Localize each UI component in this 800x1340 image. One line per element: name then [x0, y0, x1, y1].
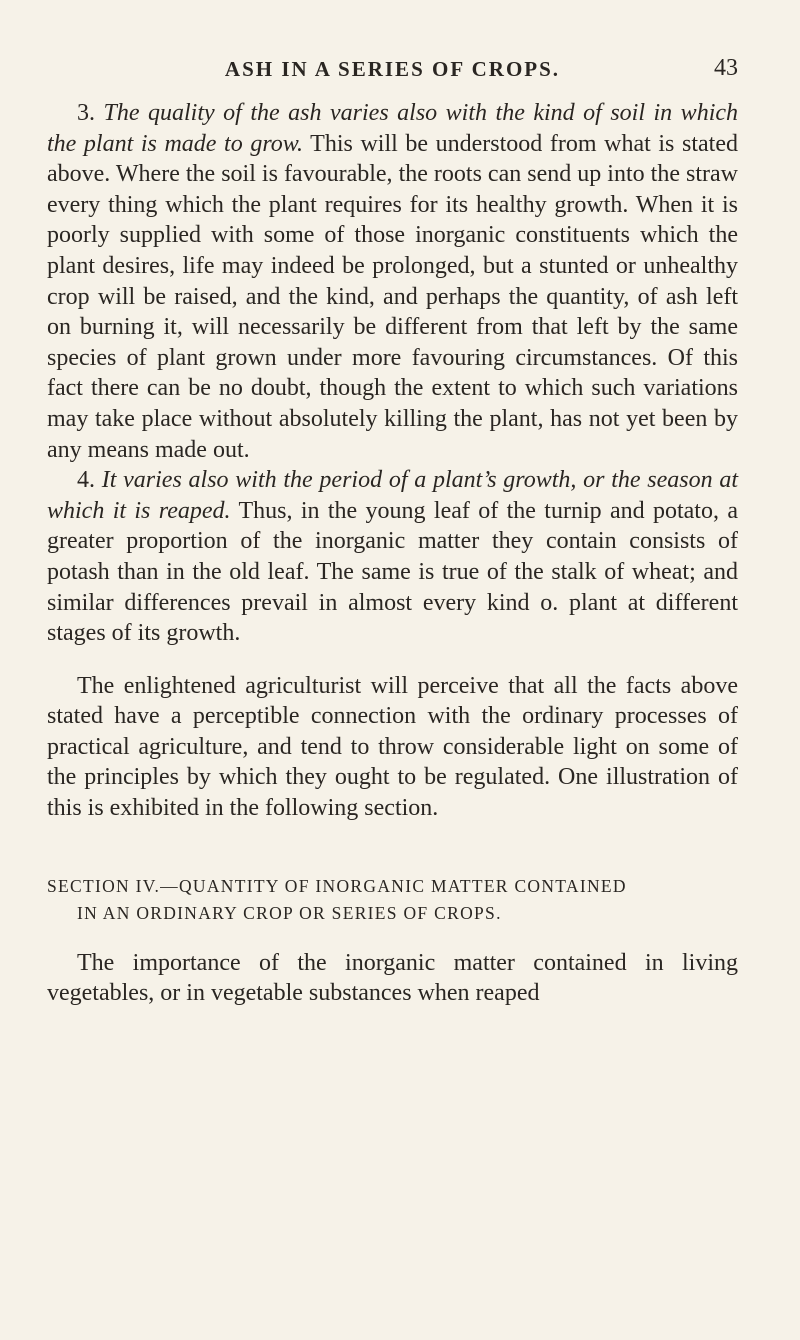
paragraph-text: Thus, in the young leaf of the turnip and potato, a greater proportion of the inorganic matter they contain consists of potash than in the old leaf. The same is true of the stalk of wheat; and similar differences prevail in almost every kind o. plant at different stages of its growth.	[47, 497, 738, 647]
paragraph-4	[47, 465, 738, 649]
paragraph-3	[47, 98, 738, 465]
section-first-paragraph	[47, 948, 738, 1009]
paragraph-italic-lead: The quality of the ash varies also with the kind of soil in which the plant is made to grow.	[47, 100, 739, 157]
paragraph-text: The importance of the inorganic matter contained in living vegetables, or in vegetable substances when reaped	[47, 949, 738, 1007]
running-title: ASH IN A SERIES OF CROPS.	[224, 57, 561, 81]
page-number: 43	[714, 55, 738, 81]
paragraph-summary	[47, 671, 738, 824]
paragraph-text: This will be understood from what is stated above. Where the soil is favourable, the roots can send up into the straw every thing which the plant requires for its healthy growth. When it is poorly supplied with some of those inorganic constituents which the plant desires, life may indeed be prolonged, but a stunted or unhealthy crop will be raised, and the kind, and perhaps the quantity, of ash left on burning it, will necessarily be different from that left by the same species of plant grown under more favouring circumstances. Of this fact there can be no doubt, though the extent to which such variations may take place without absolutely killing the plant, has not yet been by any means made out.	[47, 130, 738, 463]
section-heading	[47, 873, 738, 927]
section-heading-line-1: SECTION IV.—QUANTITY OF INORGANIC MATTER CONTAINED	[47, 875, 627, 896]
running-head	[47, 55, 738, 85]
section-heading-line-2: IN AN ORDINARY CROP OR SERIES OF CROPS.	[77, 902, 502, 923]
paragraph-text: The enlightened agriculturist will perceive that all the facts above stated have a perceptible connection with the ordinary processes of practical agriculture, and tend to throw considerable light on some of the principles by which they ought to be regulated. One illustration of this is exhibited in the following section.	[47, 672, 738, 822]
paragraph-number: 4.	[77, 467, 95, 494]
paragraph-italic-lead: It varies also with the period of a plant’s growth, or the season at which it is reaped.	[47, 467, 739, 524]
paragraph-number: 3.	[77, 100, 95, 126]
body-text	[47, 98, 738, 1009]
